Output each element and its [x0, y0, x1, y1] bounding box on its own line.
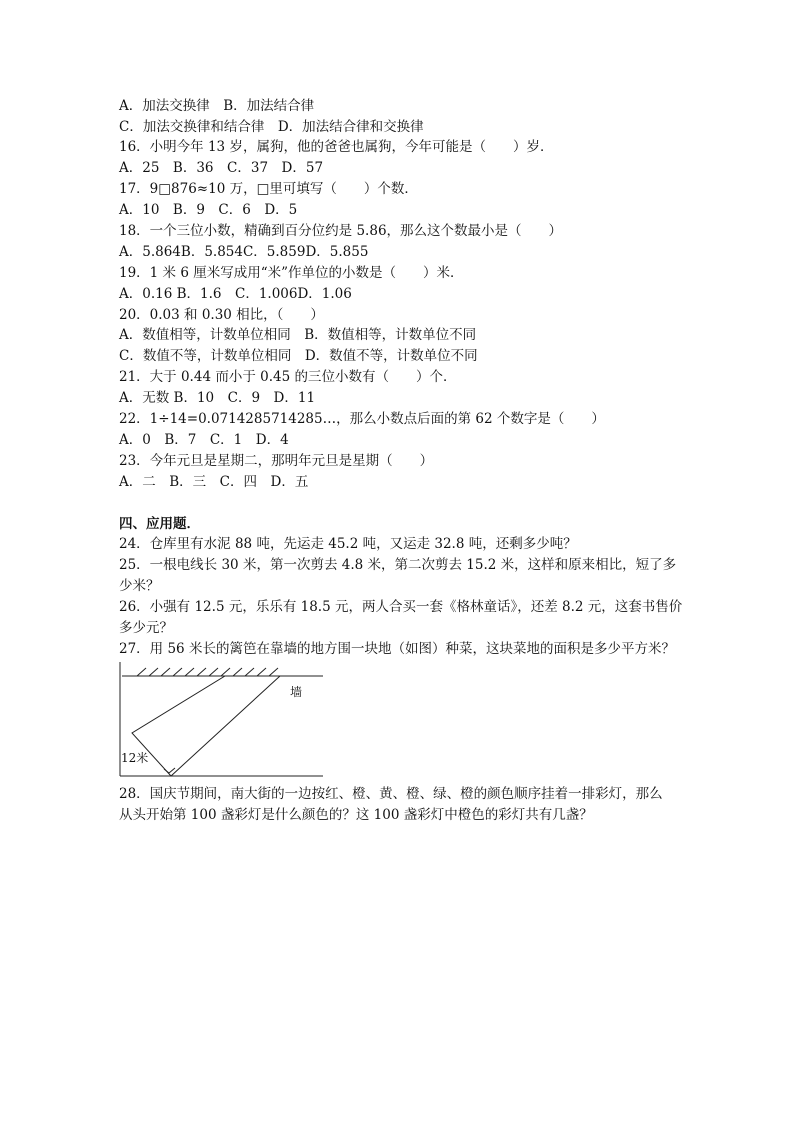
fence-diagram: [119, 662, 324, 777]
q24-question: 24．仓库里有水泥 88 吨，先运走 45.2 吨，又运走 32.8 吨，还剩多少吨？: [119, 536, 577, 552]
q15-options-1: A．加法交换律 B．加法结合律: [119, 98, 315, 114]
side-length-label: 12米: [121, 751, 149, 765]
q18-question: 18．一个三位小数，精确到百分位约是 5.86，那么这个数最小是（ ）: [119, 223, 563, 239]
q20-options-2: C．数值不等，计数单位相同 D．数值不等，计数单位不同: [119, 348, 478, 364]
q19-options: A．0.16 B．1.6 C．1.006D．1.06: [119, 286, 352, 302]
q20-options-1: A．数值相等，计数单位相同 B．数值相等，计数单位不同: [119, 327, 477, 343]
right-angle-marker: [164, 768, 175, 773]
q26-question-line1: 26．小强有 12.5 元，乐乐有 18.5 元，两人合买一套《格林童话》，还差 8.2 元，这套书售价: [119, 599, 683, 615]
q15-options-2: C．加法交换律和结合律 D．加法结合律和交换律: [119, 119, 424, 135]
q20-question: 20．0.03 和 0.30 相比，（ ）: [119, 307, 324, 323]
q28-question-line2: 从头开始第 100 盏彩灯是什么颜色的？这 100 盏彩灯中橙色的彩灯共有几盏？: [119, 807, 593, 823]
q23-question: 23．今年元旦是星期二，那明年元旦是星期（ ）: [119, 453, 434, 469]
q18-options: A．5.864B．5.854C．5.859D．5.855: [119, 244, 369, 260]
q17-question: 17．9□876≈10 万，□里可填写（ ）个数．: [119, 181, 418, 197]
q27-question: 27．用 56 米长的篱笆在靠墙的地方围一块地（如图）种菜，这块菜地的面积是多少平方米？: [119, 641, 675, 657]
q28-question-line1: 28．国庆节期间，南大街的一边按红、橙、黄、橙、绿、橙的颜色顺序挂着一排彩灯，那么: [119, 786, 663, 802]
q26-question-line2: 多少元？: [119, 620, 173, 636]
section-title: 四、应用题．: [119, 516, 200, 532]
q22-options: A．0 B．7 C．1 D．4: [119, 432, 289, 448]
garden-rectangle: [132, 676, 280, 776]
q25-question-line2: 少米？: [119, 578, 160, 594]
fence-wall-figure: [119, 662, 324, 777]
q21-options: A．无数 B．10 C．9 D．11: [119, 390, 316, 406]
q16-question: 16．小明今年 13 岁，属狗，他的爸爸也属狗，今年可能是（ ）岁．: [119, 139, 554, 155]
wall-label: 墙: [290, 685, 303, 699]
q21-question: 21．大于 0.44 而小于 0.45 的三位小数有（ ）个．: [119, 369, 457, 385]
q17-options: A．10 B．9 C．6 D．5: [119, 202, 298, 218]
q22-question: 22．1÷14=0.0714285714285…，那么小数点后面的第 62 个数字是（ ）: [119, 411, 605, 427]
q25-question-line1: 25．一根电线长 30 米，第一次剪去 4.8 米，第二次剪去 15.2 米，这样和原来相比，短了多: [119, 557, 677, 573]
q23-options: A．二 B．三 C．四 D．五: [119, 474, 309, 490]
wall-hatching: [137, 668, 278, 676]
q19-question: 19．1 米 6 厘米写成用“米”作单位的小数是（ ）米．: [119, 265, 464, 281]
q16-options: A．25 B．36 C．37 D．57: [119, 160, 324, 176]
